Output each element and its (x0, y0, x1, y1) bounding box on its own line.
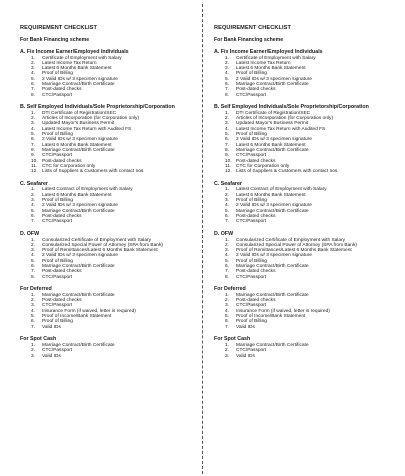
item-text: Valid IDs (236, 353, 255, 359)
requirement-list (214, 56, 396, 98)
item-text: Consularized Special Power of Attorney (SPA from Bank) (236, 242, 357, 248)
item-number: 4. (225, 308, 230, 314)
item-number: 12. (31, 169, 38, 175)
checklist-section (20, 181, 202, 225)
item-text: Marriage Contract/Birth Certificate (236, 292, 309, 298)
item-text: CTC/Passport (42, 274, 73, 280)
item-number: 5. (225, 314, 230, 320)
section-heading: For Deferred (214, 286, 246, 293)
item-number: 4. (31, 126, 36, 132)
item-number: 2. (31, 348, 36, 354)
item-text: Marriage Contract/Birth Certificate (236, 264, 309, 269)
item-text: Proof of Billing (42, 198, 73, 204)
item-number: 8. (225, 92, 230, 98)
item-number: 7. (225, 142, 230, 148)
checklist-section (214, 181, 396, 225)
requirement-item (214, 275, 396, 280)
item-text: Insurance Form (if waived, letter is required) (236, 308, 330, 314)
section-heading: For Deferred (20, 286, 52, 293)
item-text: Latest 6 Months Bank Statement (236, 142, 306, 148)
item-text: Proof of Income/Bank Statement (236, 314, 306, 320)
item-text: CTC/Passport (42, 153, 73, 159)
item-text: Marriage Contract/Birth Certificate (236, 208, 309, 214)
checklist-section (20, 104, 202, 174)
item-number: 7. (31, 87, 36, 93)
item-text: Post-dated checks (236, 158, 276, 164)
requirement-list (20, 293, 202, 330)
item-text: Latest 6 Months Bank Statement (236, 192, 306, 198)
item-number: 4. (225, 203, 230, 209)
item-text: 2 Valid IDs w/ 3 specimen signature (42, 76, 118, 82)
item-text: Proof of Billing (236, 71, 267, 77)
item-text: Post-dated checks (236, 87, 276, 93)
item-number: 6. (225, 264, 230, 269)
item-number: 4. (225, 253, 230, 259)
checklist-section (214, 49, 396, 98)
item-number: 6. (31, 319, 36, 325)
item-number: 3. (225, 121, 230, 127)
item-number: 5. (31, 76, 36, 82)
item-number: 6. (31, 81, 36, 87)
requirement-item (20, 354, 202, 359)
checklist-subtitle: For Bank Financing scheme (214, 37, 284, 43)
requirement-list (20, 238, 202, 280)
item-text: CTC for Corporation only (42, 163, 96, 169)
item-number: 1. (225, 110, 230, 116)
item-text: CTC/Passport (236, 274, 267, 280)
item-number: 4. (225, 71, 230, 77)
checklist-section (20, 286, 202, 330)
item-text: Latest 6 Months Bank Statement (236, 66, 306, 72)
item-number: 2. (225, 298, 230, 304)
item-number: 6. (31, 213, 36, 219)
requirement-item (214, 325, 396, 330)
item-text: CTC/Passport (42, 348, 73, 354)
item-number: 12. (225, 169, 232, 175)
item-number: 2. (225, 60, 230, 66)
checklist-section (214, 336, 396, 358)
item-text: CTC/Passport (236, 348, 267, 354)
item-text: CTC/Passport (42, 219, 73, 225)
item-text: Post-dated checks (42, 269, 82, 275)
item-number: 6. (225, 81, 230, 87)
item-text: 2 Valid IDs w/ 3 specimen signature (236, 137, 312, 143)
item-text: CTC/Passport (236, 153, 267, 159)
item-text: Marriage Contract/Birth Certificate (42, 342, 115, 348)
requirement-item (20, 169, 202, 174)
item-number: 7. (225, 269, 230, 275)
section-heading: A. Fix Income Earner/Employed Individuals (214, 49, 323, 55)
item-number: 1. (31, 292, 36, 298)
item-number: 5. (31, 132, 36, 138)
item-number: 2. (31, 298, 36, 304)
item-text: Latest Income Tax Return with Audited FS (236, 126, 326, 132)
item-number: 4. (31, 71, 36, 77)
item-text: Consularized Certificate of Employment with Salary (42, 237, 152, 243)
item-text: Latest Contract of Employment with Salary (42, 187, 133, 193)
item-number: 1. (31, 187, 36, 193)
item-number: 7. (31, 142, 36, 148)
item-number: 3. (31, 353, 36, 359)
item-number: 7. (225, 324, 230, 330)
item-text: Consularized Certificate of Employment with Salary (236, 237, 346, 243)
item-text: 2 Valid IDs w/ 3 specimen signature (42, 203, 118, 209)
item-text: Updated Mayor's Business Permit (42, 121, 115, 127)
item-text: Proof of Income/Bank Statement (42, 314, 112, 320)
item-number: 2. (31, 192, 36, 198)
item-text: 2 Valid IDs w/ 3 specimen signature (42, 253, 118, 259)
item-number: 11. (225, 163, 232, 169)
section-heading: D. OFW (214, 231, 234, 238)
item-text: CTC/Passport (236, 219, 267, 225)
item-number: 8. (225, 274, 230, 280)
requirement-list (214, 187, 396, 224)
item-number: 8. (31, 274, 36, 280)
requirement-item (214, 169, 396, 174)
requirement-item (214, 354, 396, 359)
item-number: 6. (225, 137, 230, 143)
item-text: Valid IDs (42, 353, 61, 359)
item-text: Marriage Contract/Birth Certificate (42, 292, 115, 298)
item-text: Valid IDs (236, 324, 255, 330)
item-number: 3. (31, 121, 36, 127)
checklist-copy-right (214, 0, 396, 365)
item-text: Proof of Billing (236, 132, 267, 138)
item-text: CTC/Passport (236, 92, 267, 98)
cut-line-divider (202, 4, 203, 474)
item-number: 7. (31, 269, 36, 275)
item-number: 8. (225, 147, 230, 153)
checklist-section (20, 336, 202, 358)
item-number: 1. (31, 55, 36, 61)
item-number: 5. (31, 314, 36, 320)
section-heading: C. Seafarer (214, 180, 242, 187)
requirement-list (214, 343, 396, 359)
item-number: 1. (31, 110, 36, 116)
requirement-list (214, 293, 396, 330)
requirement-item (20, 275, 202, 280)
item-text: DTI Certificate of Registration/SEC (236, 110, 311, 116)
item-text: CTC/Passport (236, 303, 267, 309)
item-number: 10. (225, 158, 232, 164)
item-text: Proof of Billing (42, 132, 73, 138)
item-number: 1. (225, 55, 230, 61)
item-text: Marriage Contract/Birth Certificate (42, 81, 115, 87)
item-number: 1. (225, 292, 230, 298)
item-number: 10. (31, 158, 38, 164)
item-text: Marriage Contract/Birth Certificate (236, 81, 309, 87)
section-heading: For Spot Cash (20, 336, 57, 343)
checklist-subtitle: For Bank Financing scheme (20, 37, 90, 43)
item-number: 5. (225, 258, 230, 264)
item-number: 6. (225, 213, 230, 219)
requirement-list (20, 56, 202, 98)
checklist-copy-left (20, 0, 202, 365)
item-number: 4. (31, 253, 36, 259)
requirement-item (20, 93, 202, 98)
item-text: Proof of Billing (42, 71, 73, 77)
item-number: 1. (225, 237, 230, 243)
item-text: Proof of Billing (236, 258, 267, 264)
section-heading: B. Self Employed Individuals/Sole Proprietorship/Corporation (20, 104, 175, 111)
item-text: Lists of Suppliers & Customers with contact nos. (236, 169, 339, 175)
item-text: Proof of Remittances/Latest 6 Months Bank Statement (42, 248, 158, 254)
item-number: 5. (31, 258, 36, 264)
requirement-list (20, 343, 202, 359)
item-number: 5. (31, 208, 36, 214)
item-number: 9. (31, 153, 36, 159)
section-heading: D. OFW (20, 231, 40, 238)
item-number: 2. (31, 242, 36, 248)
requirement-list (20, 187, 202, 224)
item-text: Certificate of Employment with Salary (42, 55, 122, 61)
item-text: Latest Contract of Employment with Salary (236, 187, 327, 193)
item-number: 2. (225, 192, 230, 198)
item-number: 2. (31, 60, 36, 66)
item-number: 2. (225, 116, 230, 122)
item-text: Post-dated checks (42, 213, 82, 219)
item-text: Post-dated checks (236, 298, 276, 304)
item-text: Marriage Contract/Birth Certificate (42, 208, 115, 214)
item-text: Marriage Contract/Birth Certificate (42, 147, 115, 153)
item-text: Latest 6 Months Bank Statement (42, 66, 112, 72)
requirement-item (214, 93, 396, 98)
item-text: Proof of Billing (42, 319, 73, 325)
item-text: Articles of Incorporation (for Corporation only) (236, 116, 334, 122)
item-number: 8. (31, 147, 36, 153)
item-text: Valid IDs (42, 324, 61, 330)
item-number: 2. (225, 242, 230, 248)
item-number: 7. (31, 324, 36, 330)
item-text: Post-dated checks (236, 269, 276, 275)
item-text: Marriage Contract/Birth Certificate (236, 342, 309, 348)
item-number: 5. (225, 76, 230, 82)
item-number: 3. (31, 303, 36, 309)
item-number: 5. (225, 208, 230, 214)
item-number: 2. (31, 116, 36, 122)
item-number: 3. (31, 198, 36, 204)
item-number: 1. (225, 342, 230, 348)
item-text: Post-dated checks (42, 87, 82, 93)
item-text: DTI Certificate of Registration/SEC (42, 110, 117, 116)
item-text: Certificate of Employment with Salary (236, 55, 316, 61)
item-text: Latest 6 Months Bank Statement (42, 192, 112, 198)
item-number: 1. (31, 342, 36, 348)
item-number: 11. (31, 163, 38, 169)
item-text: Post-dated checks (42, 298, 82, 304)
item-text: Proof of Remittances/Latest 6 Months Bank Statement (236, 248, 352, 254)
item-text: 2 Valid IDs w/ 3 specimen signature (236, 76, 312, 82)
item-number: 3. (225, 353, 230, 359)
item-text: 2 Valid IDs w/ 3 specimen signature (42, 137, 118, 143)
requirement-list (214, 111, 396, 175)
item-number: 6. (31, 264, 36, 269)
checklist-title: REQUIREMENT CHECKLIST (20, 25, 97, 31)
item-text: Marriage Contract/Birth Certificate (236, 147, 309, 153)
item-number: 6. (225, 319, 230, 325)
item-text: CTC/Passport (42, 303, 73, 309)
item-text: Proof of Billing (42, 258, 73, 264)
item-number: 7. (31, 219, 36, 225)
section-heading: C. Seafarer (20, 180, 48, 187)
item-text: Lists of Suppliers & Customers with contact nos. (42, 169, 145, 175)
item-text: Proof of Billing (236, 198, 267, 204)
requirement-list (20, 111, 202, 175)
item-text: Articles of Incorporation (for Corporation only) (42, 116, 140, 122)
item-number: 1. (225, 187, 230, 193)
checklist-section (20, 231, 202, 280)
checklist-section (214, 104, 396, 174)
item-text: Insurance Form (if waived, letter is required) (42, 308, 136, 314)
checklist-section (214, 286, 396, 330)
checklist-section (214, 231, 396, 280)
item-number: 2. (225, 348, 230, 354)
item-text: CTC/Passport (42, 92, 73, 98)
item-number: 7. (225, 219, 230, 225)
item-text: CTC for Corporation only (236, 163, 290, 169)
item-number: 3. (225, 198, 230, 204)
item-text: Post-dated checks (236, 213, 276, 219)
section-heading: A. Fix Income Earner/Employed Individuals (20, 49, 129, 55)
item-number: 3. (225, 303, 230, 309)
item-number: 3. (225, 248, 230, 254)
item-number: 3. (31, 248, 36, 254)
item-number: 3. (31, 66, 36, 72)
item-text: Latest 6 Months Bank Statement (42, 142, 112, 148)
item-number: 9. (225, 153, 230, 159)
section-heading: B. Self Employed Individuals/Sole Proprietorship/Corporation (214, 104, 369, 111)
item-number: 4. (225, 126, 230, 132)
checklist-section (20, 49, 202, 98)
item-text: Consularized Special Power of Attorney (SPA from Bank) (42, 242, 163, 248)
item-text: Latest Income Tax Return (236, 60, 291, 66)
section-heading: For Spot Cash (214, 336, 251, 343)
item-text: Post-dated checks (42, 158, 82, 164)
item-text: Proof of Billing (236, 319, 267, 325)
item-number: 6. (31, 137, 36, 143)
requirement-item (214, 219, 396, 224)
item-text: 2 Valid IDs w/ 3 specimen signature (236, 203, 312, 209)
item-number: 1. (31, 237, 36, 243)
item-text: Latest Income Tax Return with Audited FS (42, 126, 132, 132)
item-number: 5. (225, 132, 230, 138)
item-text: 2 Valid IDs w/ 3 specimen signature (236, 253, 312, 259)
checklist-title: REQUIREMENT CHECKLIST (214, 25, 291, 31)
item-number: 7. (225, 87, 230, 93)
item-number: 4. (31, 203, 36, 209)
requirement-item (20, 325, 202, 330)
item-text: Marriage Contract/Birth Certificate (42, 264, 115, 269)
requirement-item (20, 219, 202, 224)
item-number: 3. (225, 66, 230, 72)
item-number: 8. (31, 92, 36, 98)
requirement-list (214, 238, 396, 280)
item-text: Latest Income Tax Return (42, 60, 97, 66)
item-text: Updated Mayor's Business Permit (236, 121, 309, 127)
item-number: 4. (31, 308, 36, 314)
